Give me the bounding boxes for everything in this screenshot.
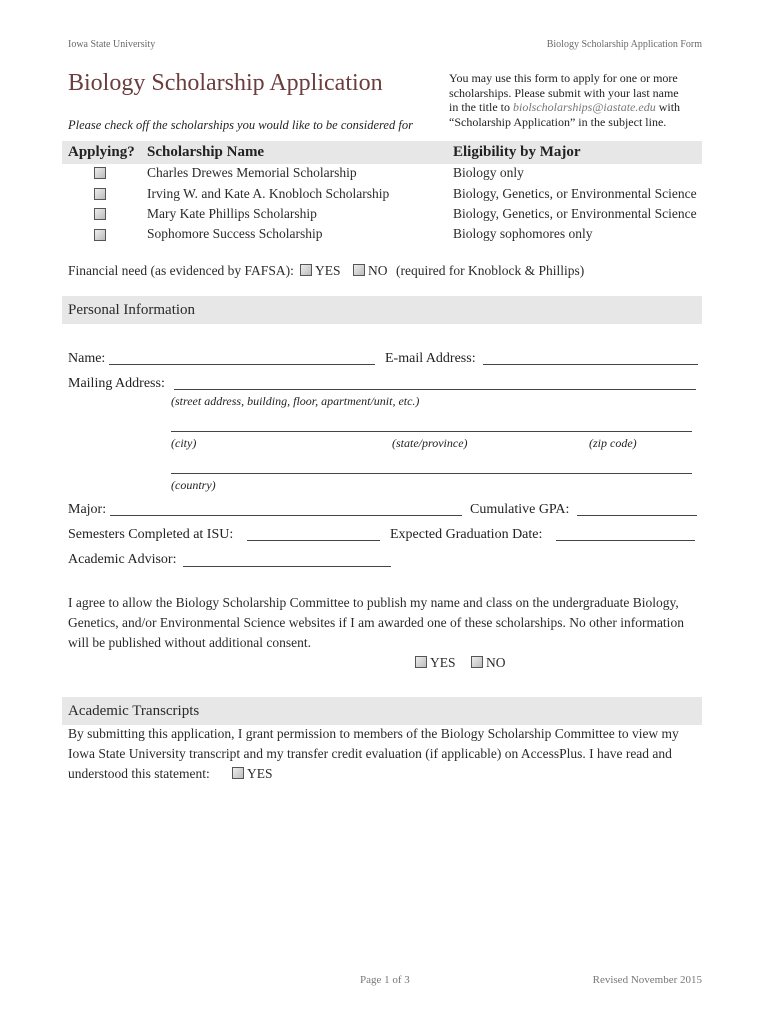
- scholarship-name: Sophomore Success Scholarship: [147, 226, 323, 241]
- name-field[interactable]: [109, 364, 375, 365]
- submit-note-line: You may use this form to apply for one or more: [449, 71, 678, 85]
- email-label: E-mail Address:: [385, 351, 476, 366]
- gpa-label: Cumulative GPA:: [470, 502, 570, 517]
- scholarship-eligibility: Biology, Genetics, or Environmental Science: [453, 186, 697, 201]
- scholarship-checkbox[interactable]: [94, 229, 106, 241]
- col-header-eligibility: Eligibility by Major: [453, 144, 581, 160]
- consent-yes-label: YES: [430, 655, 456, 670]
- header-form-name: Biology Scholarship Application Form: [546, 39, 702, 50]
- transcripts-yes-label: YES: [247, 766, 273, 781]
- revised-date: Revised November 2015: [592, 974, 702, 986]
- transcripts-permission-text: By submitting this application, I grant permission to members of the Biology Scholarship Committee to view my Iowa State University transcript and my transfer credit evaluation (if applicable) on AccessPlus. I have read and understood this statement:: [68, 726, 679, 781]
- page-number: Page 1 of 3: [360, 974, 410, 986]
- submit-note-line: “Scholarship Application” in the subject line.: [449, 114, 667, 129]
- submit-note-line: scholarships. Please submit with your last name: [449, 85, 679, 100]
- city-hint: (city): [171, 436, 197, 450]
- street-address-field[interactable]: [174, 389, 696, 390]
- submit-note-text: in the title to: [449, 100, 513, 114]
- financial-no-checkbox[interactable]: [353, 264, 365, 276]
- scholarship-checkbox[interactable]: [94, 167, 106, 179]
- col-header-name: Scholarship Name: [147, 144, 265, 160]
- consent-yes-checkbox[interactable]: [415, 656, 427, 668]
- scholarship-checkbox[interactable]: [94, 208, 106, 220]
- scholarship-name: Charles Drewes Memorial Scholarship: [147, 165, 357, 180]
- advisor-label: Academic Advisor:: [68, 552, 177, 567]
- section-title: Personal Information: [68, 302, 196, 318]
- financial-no-label: NO: [368, 263, 388, 278]
- graduation-date-field[interactable]: [556, 540, 695, 541]
- consent-no-checkbox[interactable]: [471, 656, 483, 668]
- submit-note-text: with: [655, 100, 681, 114]
- section-title: Academic Transcripts: [68, 703, 200, 719]
- transcripts-section-header: [62, 697, 702, 725]
- transcripts-yes-checkbox[interactable]: [232, 767, 244, 779]
- scholarship-checkbox[interactable]: [94, 188, 106, 200]
- country-field[interactable]: [171, 473, 692, 474]
- publish-consent-text: I agree to allow the Biology Scholarship Committee to publish my name and class on the undergraduate Biology, Genetics, and/or Environmental Science websites if I am awarded one of these scholarships. No other information will be published without additional consent.: [68, 595, 684, 650]
- personal-info-section-header: [62, 296, 702, 324]
- scholarship-eligibility: Biology sophomores only: [453, 226, 593, 241]
- advisor-field[interactable]: [183, 566, 391, 567]
- scholarship-eligibility: Biology, Genetics, or Environmental Science: [453, 206, 697, 221]
- name-label: Name:: [68, 351, 106, 366]
- state-hint: (state/province): [392, 436, 468, 450]
- city-state-zip-field[interactable]: [171, 431, 692, 432]
- financial-need-label: Financial need (as evidenced by FAFSA):: [68, 263, 294, 278]
- financial-need-note: (required for Knoblock & Phillips): [396, 263, 585, 278]
- page-title: Biology Scholarship Application: [68, 70, 383, 96]
- submit-note-line: [449, 100, 709, 115]
- email-link[interactable]: biolscholarships@iastate.edu: [513, 100, 656, 114]
- graduation-date-label: Expected Graduation Date:: [390, 527, 543, 542]
- scholarship-instruction: Please check off the scholarships you would like to be considered for: [68, 118, 413, 132]
- financial-yes-checkbox[interactable]: [300, 264, 312, 276]
- semesters-label: Semesters Completed at ISU:: [68, 527, 234, 542]
- scholarship-name: Mary Kate Phillips Scholarship: [147, 206, 317, 221]
- major-field[interactable]: [110, 515, 462, 516]
- major-label: Major:: [68, 502, 107, 517]
- scholarship-name: Irving W. and Kate A. Knobloch Scholarship: [147, 186, 390, 201]
- financial-yes-label: YES: [315, 263, 341, 278]
- mailing-address-label: Mailing Address:: [68, 376, 165, 391]
- submit-instructions: [449, 71, 709, 129]
- country-hint: (country): [171, 478, 216, 492]
- street-hint: (street address, building, floor, apartment/unit, etc.): [171, 394, 420, 408]
- semesters-field[interactable]: [247, 540, 380, 541]
- email-field[interactable]: [483, 364, 698, 365]
- scholarship-eligibility: Biology only: [453, 165, 524, 180]
- consent-no-label: NO: [486, 655, 506, 670]
- header-institution: Iowa State University: [68, 39, 156, 50]
- zip-hint: (zip code): [589, 436, 637, 450]
- col-header-applying: Applying?: [68, 144, 135, 160]
- gpa-field[interactable]: [577, 515, 697, 516]
